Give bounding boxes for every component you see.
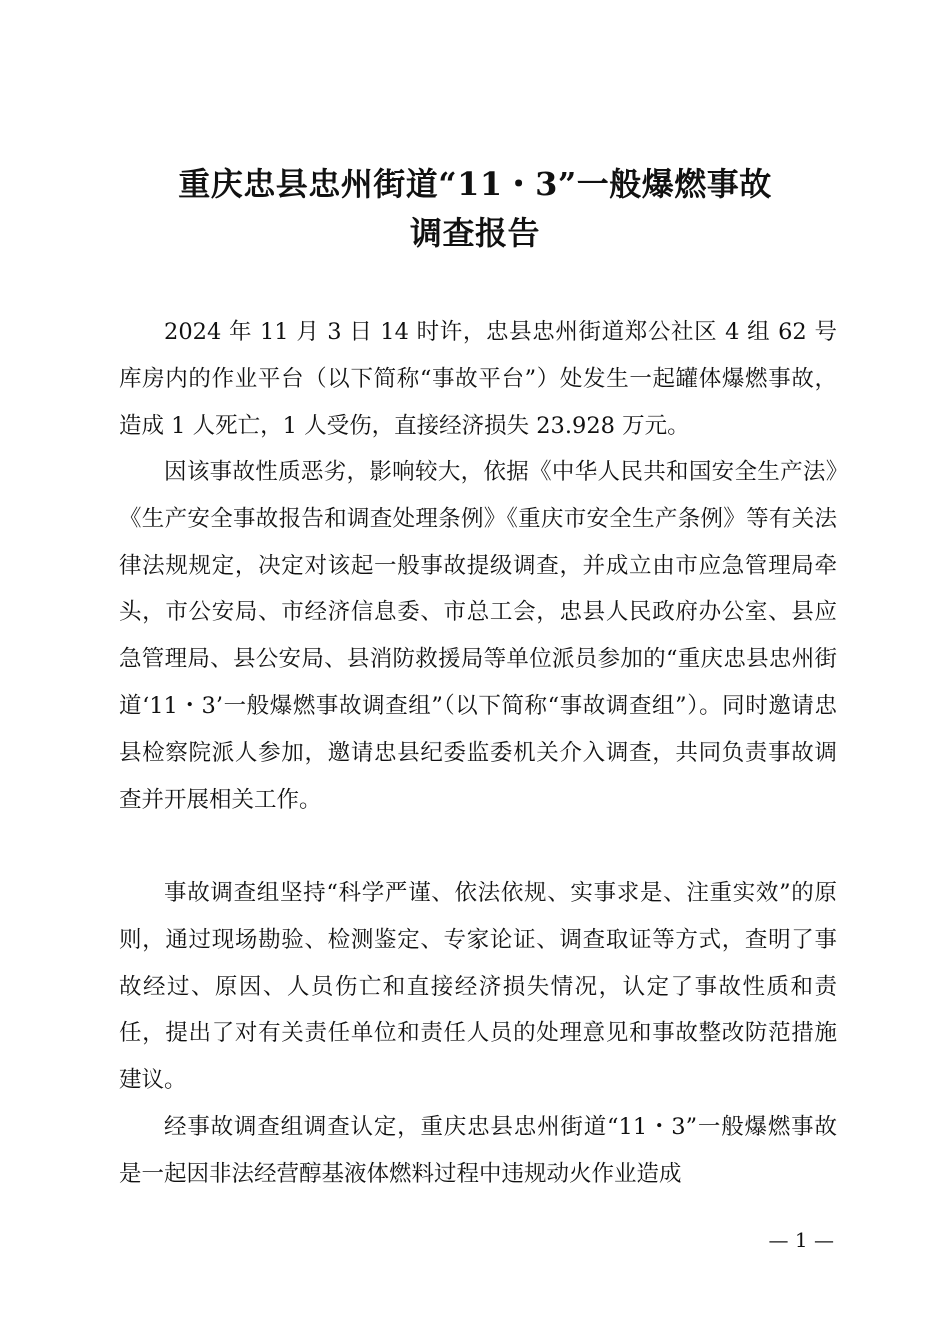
paragraph-investigation-basis: 因该事故性质恶劣，影响较大，依据《中华人民共和国安全生产法》《生产安全事故报告和调查处理条例》《重庆市安全生产条例》等有关法律法规规定，决定对该起一般事故提级调查，并成立由市应急管理局牵头，市公安局、市经济信息委、市总工会，忠县人民政府办公室、县应急管理局、县公安局、县消防救援局等单位派员参加的“重庆忠县忠州街道‘11・3’一般爆燃事故调查组”（以下简称“事故调查组”）。同时邀请忠县检察院派人参加，邀请忠县纪委监委机关介入调查，共同负责事故调查并开展相关工作。: [119, 459, 837, 813]
document-title-line-1: 重庆忠县忠州街道“11・3”一般爆燃事故: [178, 165, 772, 203]
paragraph-investigation-principles: 事故调查组坚持“科学严谨、依法依规、实事求是、注重实效”的原则，通过现场勘验、检测鉴定、专家论证、调查取证等方式，查明了事故经过、原因、人员伤亡和直接经济损失情况，认定了事故性质和责任，提出了对有关责任单位和责任人员的处理意见和事故整改防范措施建议。: [119, 880, 837, 1094]
page-number: — 1 —: [768, 1228, 834, 1252]
document-title-line-2: 调查报告: [409, 214, 540, 252]
paragraph-incident-summary: 2024 年 11 月 3 日 14 时许，忠县忠州街道郑公社区 4 组 62 号库房内的作业平台（以下简称“事故平台”）处发生一起罐体爆燃事故，造成 1 人死亡，1 人受伤，直接经济损失 23.928 万元。: [119, 319, 837, 439]
paragraph-conclusion-start: 经事故调查组调查认定，重庆忠县忠州街道“11・3”一般爆燃事故是一起因非法经营醇基液体燃料过程中违规动火作业造成: [119, 1114, 837, 1187]
